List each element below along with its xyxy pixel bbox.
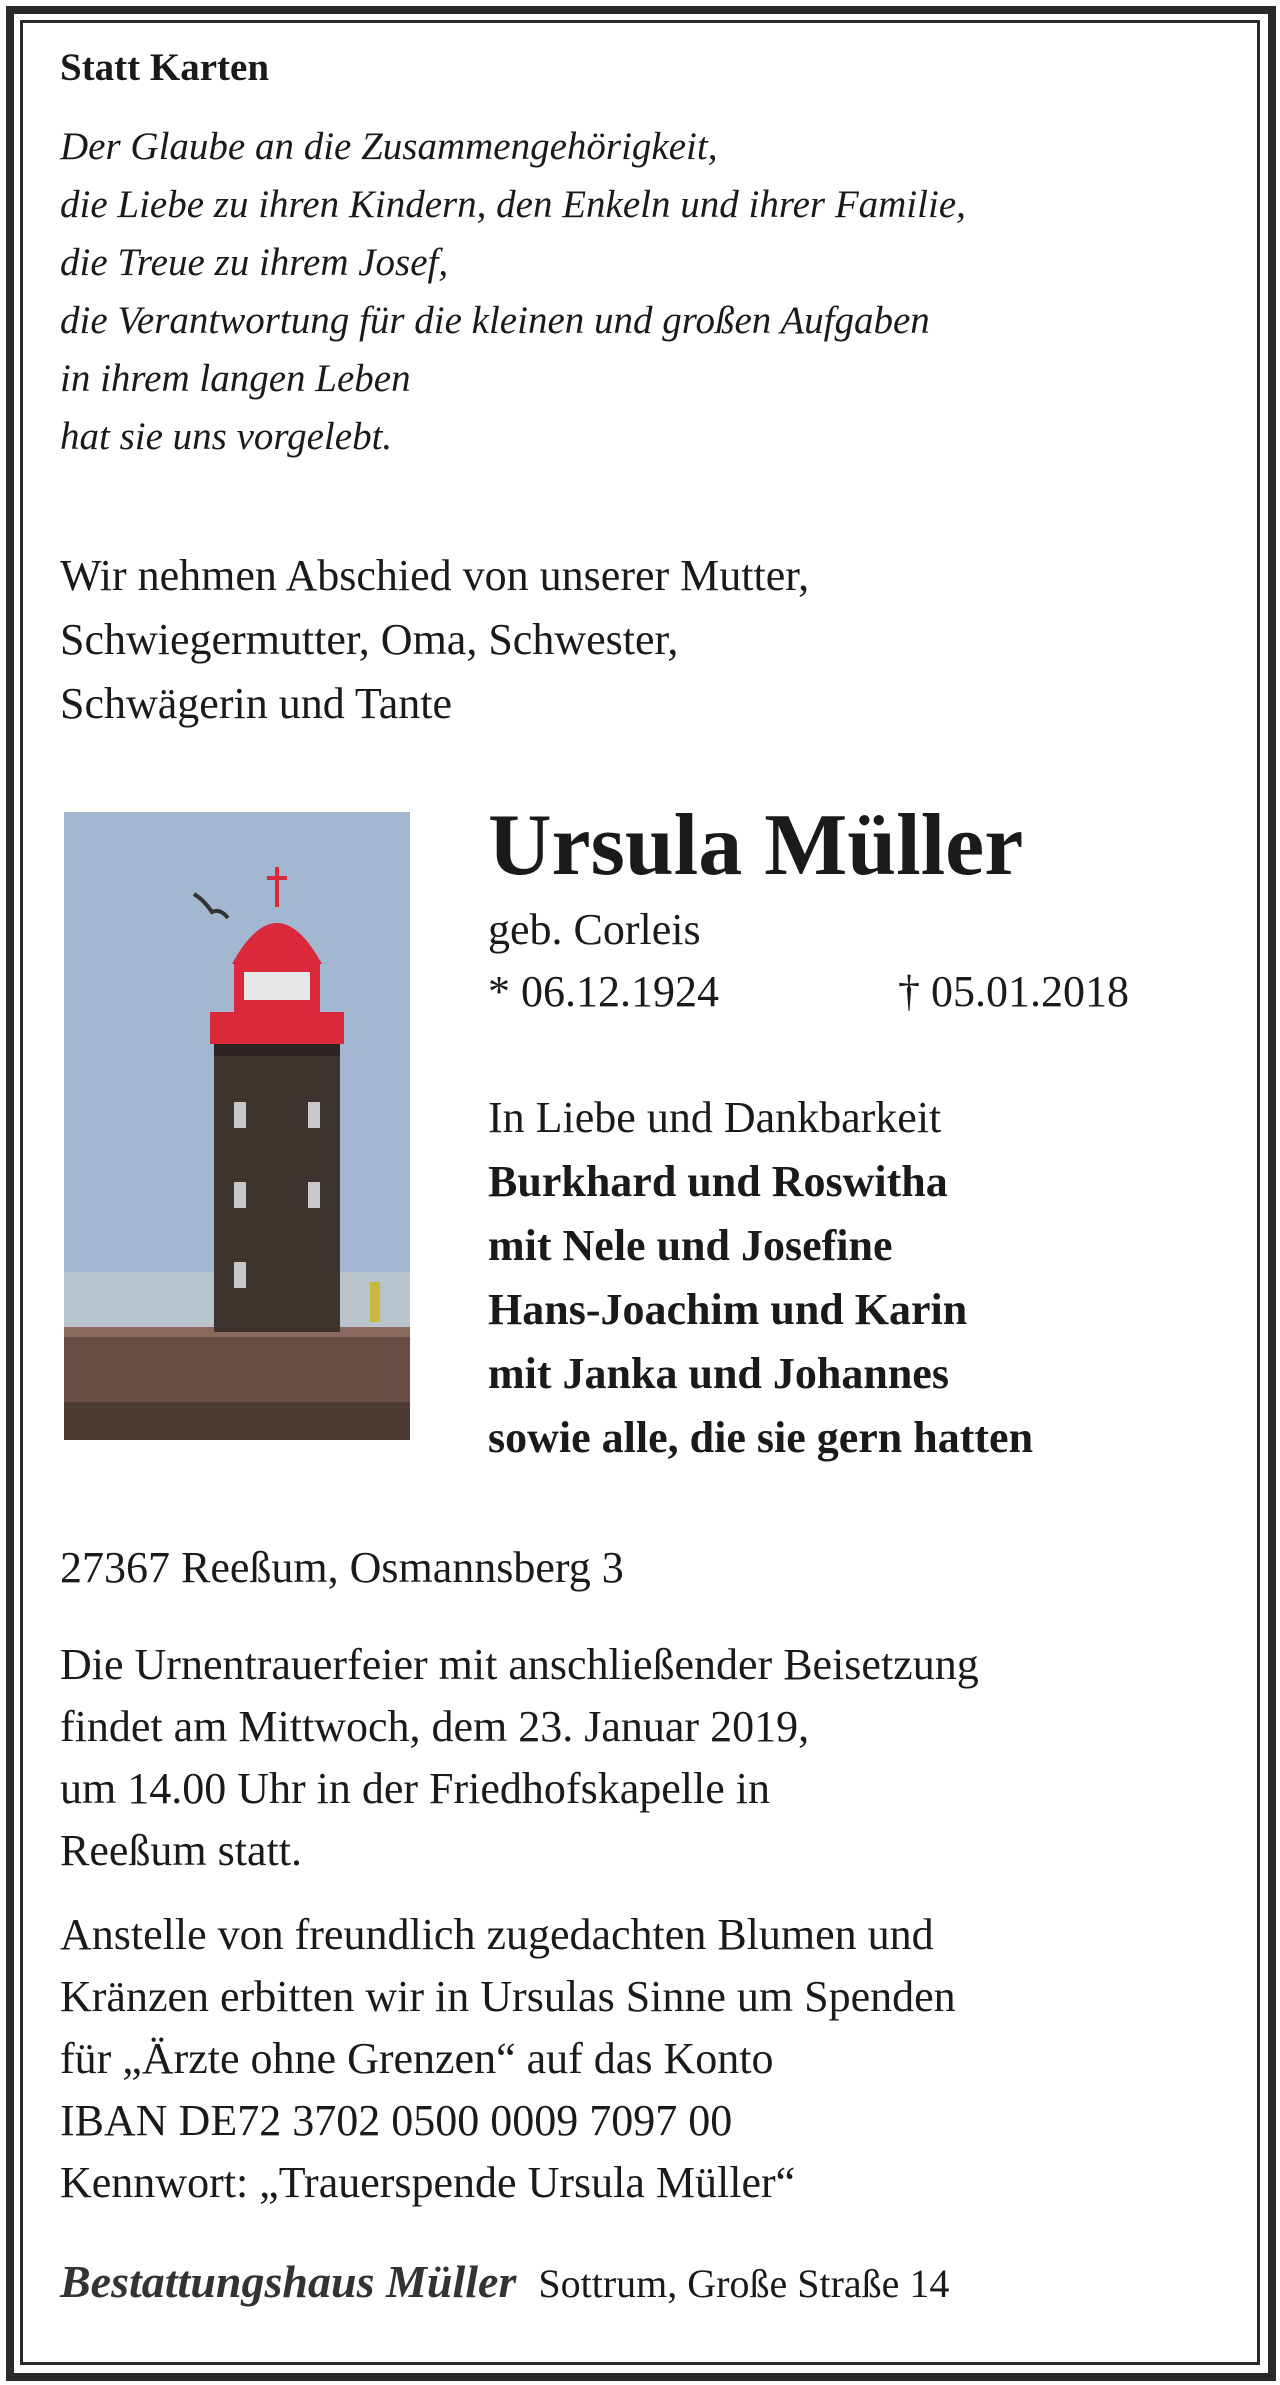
mourner-line: Burkhard und Roswitha: [488, 1157, 948, 1206]
farewell-intro: [60, 544, 1230, 736]
mourner-line: sowie alle, die sie gern hatten: [488, 1413, 1034, 1462]
mourner-line: Hans-Joachim und Karin: [488, 1285, 968, 1334]
lighthouse-illustration: [64, 812, 410, 1440]
family-address: 27367 Reeßum, Osmannsberg 3: [60, 1543, 624, 1592]
ceremony-line: Die Urnentrauerfeier mit anschließender Beisetzung: [60, 1640, 979, 1689]
poem-line: die Treue zu ihrem Josef,: [60, 241, 449, 284]
donation-line: IBAN DE72 3702 0500 0009 7097 00: [60, 2096, 733, 2145]
mourners-list: [488, 1150, 1238, 1470]
lighthouse-photo: [64, 812, 410, 1440]
heading: Statt Karten: [60, 46, 270, 89]
ceremony-line: Reeßum statt.: [60, 1826, 302, 1875]
poem-line: in ihrem langen Leben: [60, 357, 411, 400]
donation-line: Kennwort: „Trauerspende Ursula Müller“: [60, 2158, 796, 2207]
intro-line: Schwägerin und Tante: [60, 679, 453, 728]
donation-line: Kränzen erbitten wir in Ursulas Sinne um Spenden: [60, 1972, 956, 2021]
mourner-line: mit Janka und Johannes: [488, 1349, 949, 1398]
ceremony-line: findet am Mittwoch, dem 23. Januar 2019,: [60, 1702, 810, 1751]
deceased-section: [60, 796, 1230, 1536]
deceased-name: Ursula Müller: [488, 797, 1024, 894]
deceased-details: [488, 796, 1238, 1470]
maiden-name: geb. Corleis: [488, 905, 701, 954]
poem: [60, 118, 1230, 466]
intro-line: Wir nehmen Abschied von unserer Mutter,: [60, 551, 810, 600]
death-date: † 05.01.2018: [898, 967, 1129, 1016]
funeral-home-name: Bestattungshaus Müller: [60, 2256, 517, 2307]
funeral-home: [60, 2255, 949, 2308]
mourner-line: mit Nele und Josefine: [488, 1221, 893, 1270]
ceremony-line: um 14.00 Uhr in der Friedhofskapelle in: [60, 1764, 770, 1813]
donation-line: Anstelle von freundlich zugedachten Blumen und: [60, 1910, 934, 1959]
funeral-home-address: Sottrum, Große Straße 14: [538, 2261, 950, 2306]
life-dates: [488, 960, 1238, 1024]
ceremony-info: [60, 1634, 1230, 1882]
donation-line: für „Ärzte ohne Grenzen“ auf das Konto: [60, 2034, 774, 2083]
mourners-intro: In Liebe und Dankbarkeit: [488, 1093, 942, 1142]
intro-line: Schwiegermutter, Oma, Schwester,: [60, 615, 679, 664]
birth-date: * 06.12.1924: [488, 967, 719, 1016]
poem-line: Der Glaube an die Zusammengehörigkeit,: [60, 125, 718, 168]
poem-line: die Liebe zu ihren Kindern, den Enkeln und ihrer Familie,: [60, 183, 966, 226]
poem-line: hat sie uns vorgelebt.: [60, 415, 393, 458]
obituary-notice: [60, 40, 1230, 2214]
poem-line: die Verantwortung für die kleinen und großen Aufgaben: [60, 299, 930, 342]
donation-info: [60, 1904, 1230, 2214]
